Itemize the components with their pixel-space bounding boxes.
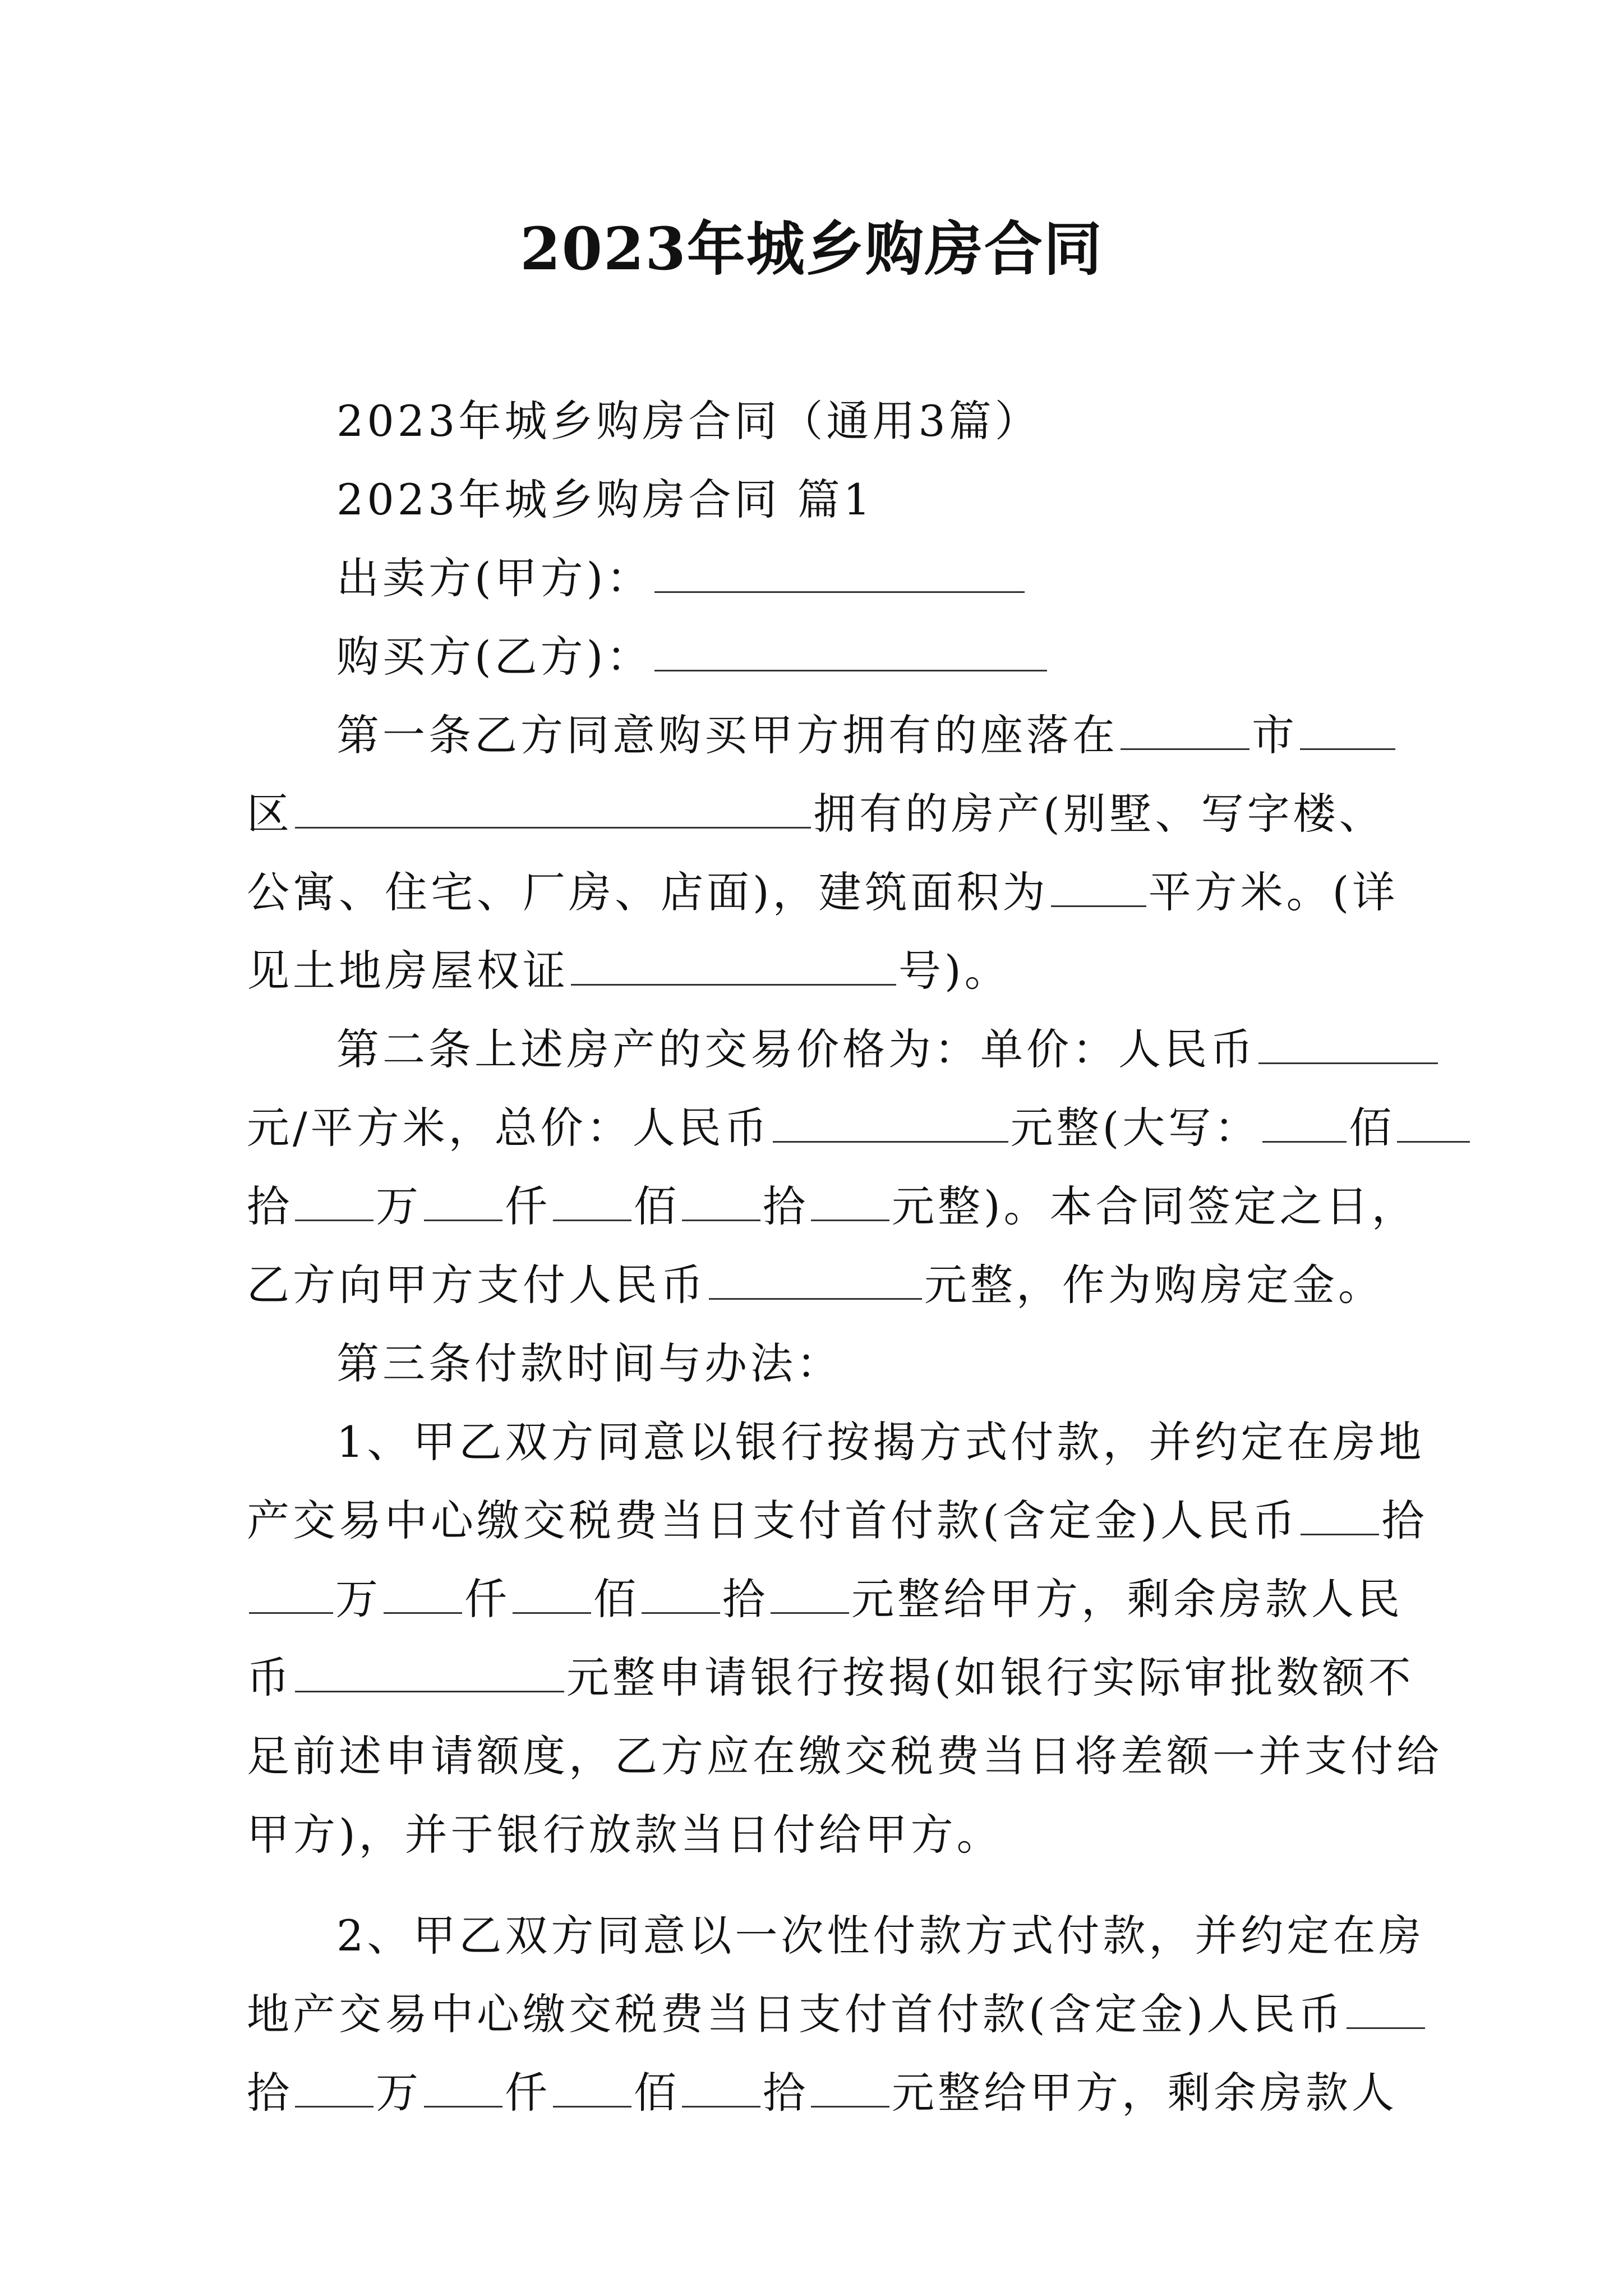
clause2-text-c: 元整给甲方，剩余房款人 <box>892 2068 1398 2118</box>
article1-text-g: 见土地房屋权证 <box>247 946 569 996</box>
article1-line4 <box>247 937 1011 998</box>
article1-text-h: 号)。 <box>898 946 1011 996</box>
unit-wan-c: 万 <box>376 2068 422 2118</box>
document-title: 2023年城乡购房合同 <box>520 214 1103 283</box>
clause1-line5 <box>247 1722 1442 1783</box>
article1-text-c: 区 <box>247 789 293 839</box>
unit-bai-b: 佰 <box>593 1574 639 1624</box>
tens-blank-a[interactable] <box>1397 1107 1470 1143</box>
article3-heading-text: 第三条付款时间与办法： <box>336 1338 842 1388</box>
clause1-blank-yuan[interactable] <box>771 1579 849 1614</box>
clause1-line6 <box>247 1801 1003 1862</box>
section-heading-line <box>336 466 874 527</box>
article2-text-b: 元/平方米，总价：人民币 <box>247 1103 771 1153</box>
buyer-label: 购买方(乙方)： <box>336 632 653 682</box>
clause1-text-g: 甲方)，并于银行放款当日付给甲方。 <box>247 1810 1003 1860</box>
article1-text-a: 第一条乙方同意购买甲方拥有的座落在 <box>336 710 1118 760</box>
clause2-blank-yuan[interactable] <box>811 2072 889 2108</box>
section-heading-text: 2023年城乡购房合同 篇1 <box>336 475 874 524</box>
total-price-blank[interactable] <box>773 1107 1008 1143</box>
clause1-blank-wan[interactable] <box>249 1579 333 1614</box>
article2-text-c: 元整(大写： <box>1010 1103 1261 1153</box>
unit-shi-e: 拾 <box>247 2068 293 2118</box>
clause2-line3 <box>247 2059 1398 2120</box>
unit-shi-b: 拾 <box>763 1181 809 1231</box>
clause1-text-f: 足前述申请额度，乙方应在缴交税费当日将差额一并支付给 <box>247 1731 1442 1781</box>
clause1-blank-qian[interactable] <box>384 1579 462 1614</box>
article2-text-f: 乙方向甲方支付人民币 <box>247 1260 707 1310</box>
article1-text-e: 公寓、住宅、厂房、店面)，建筑面积为 <box>247 867 1049 917</box>
article1-text-d: 拥有的房产(别墅、写字楼、 <box>813 789 1385 839</box>
blank-shi-a[interactable] <box>682 1186 760 1221</box>
clause2-text-b: 地产交易中心缴交税费当日支付首付款(含定金)人民币 <box>247 1989 1345 2039</box>
hundreds-blank-a[interactable] <box>1262 1107 1347 1143</box>
clause1-text-e: 元整申请银行按揭(如银行实际审批数额不 <box>566 1653 1414 1703</box>
deposit-blank[interactable] <box>709 1264 922 1300</box>
unit-qian-a: 仟 <box>505 1181 551 1231</box>
clause1-line2 <box>247 1487 1427 1548</box>
clause1-line4 <box>247 1644 1414 1705</box>
unit-price-blank[interactable] <box>1258 1029 1438 1064</box>
clause2-text-a: 2、甲乙双方同意以一次性付款方式付款，并约定在房 <box>336 1911 1425 1961</box>
article2-text-a: 第二条上述房产的交易价格为：单价：人民币 <box>336 1024 1256 1074</box>
clause1-line1 <box>336 1408 1424 1469</box>
district-blank-a[interactable] <box>1300 715 1395 750</box>
blank-qian-a[interactable] <box>424 1186 502 1221</box>
clause1-blank-shi-wan[interactable] <box>1301 1500 1379 1535</box>
unit-qian-c: 仟 <box>505 2068 551 2118</box>
area-blank[interactable] <box>1051 872 1146 907</box>
article2-line2 <box>247 1094 1472 1155</box>
clause1-line3 <box>247 1565 1403 1626</box>
clause2-blank-shi-wan[interactable] <box>1347 1994 1425 2029</box>
clause1-blank-shi[interactable] <box>642 1579 720 1614</box>
certificate-blank[interactable] <box>571 950 896 986</box>
city-blank[interactable] <box>1121 715 1249 750</box>
subtitle-line <box>336 387 1041 448</box>
clause1-blank-bai[interactable] <box>513 1579 591 1614</box>
article2-text-e: 元整)。本合同签定之日， <box>892 1181 1418 1231</box>
clause1-text-d: 币 <box>247 1653 293 1703</box>
seller-line <box>336 544 1027 605</box>
buyer-line <box>336 623 1049 684</box>
article1-line1 <box>336 701 1398 762</box>
seller-blank[interactable] <box>654 558 1025 593</box>
unit-wan-a: 万 <box>376 1181 422 1231</box>
blank-yuan-a[interactable] <box>811 1186 889 1221</box>
clause2-blank-shi[interactable] <box>682 2072 760 2108</box>
unit-shi-c: 拾 <box>1381 1496 1428 1545</box>
clause1-text-a: 1、甲乙双方同意以银行按揭方式付款，并约定在房地 <box>336 1417 1425 1467</box>
blank-bai-a[interactable] <box>553 1186 631 1221</box>
unit-qian-b: 仟 <box>464 1574 510 1624</box>
buyer-blank[interactable] <box>654 636 1047 671</box>
clause2-blank-bai[interactable] <box>553 2072 631 2108</box>
blank-wan-a[interactable] <box>295 1186 374 1221</box>
article3-heading <box>336 1329 842 1391</box>
district-blank-b[interactable] <box>295 793 811 829</box>
article2-line4 <box>247 1251 1384 1312</box>
article2-line3 <box>247 1172 1418 1234</box>
clause1-text-b: 产交易中心缴交税费当日支付首付款(含定金)人民币 <box>247 1496 1299 1545</box>
article1-line3 <box>247 858 1398 919</box>
unit-shi-d: 拾 <box>722 1574 768 1624</box>
clause2-blank-qian[interactable] <box>424 2072 502 2108</box>
seller-label: 出卖方(甲方)： <box>336 553 653 603</box>
article1-text-f: 平方米。(详 <box>1148 867 1399 917</box>
unit-shi-a: 拾 <box>247 1181 293 1231</box>
article2-text-d: 佰 <box>1349 1103 1395 1153</box>
unit-shi-f: 拾 <box>763 2068 809 2118</box>
unit-bai-a: 佰 <box>634 1181 680 1231</box>
unit-bai-c: 佰 <box>634 2068 680 2118</box>
clause2-blank-wan[interactable] <box>295 2072 374 2108</box>
clause2-line1 <box>336 1902 1424 1963</box>
article2-line1 <box>336 1015 1440 1076</box>
article1-text-b: 市 <box>1252 710 1298 760</box>
article2-text-g: 元整，作为购房定金。 <box>924 1260 1384 1310</box>
clause2-line2 <box>247 1980 1427 2041</box>
subtitle-text: 2023年城乡购房合同（通用3篇） <box>336 396 1041 446</box>
article1-line2 <box>247 780 1385 841</box>
loan-amount-blank[interactable] <box>295 1657 564 1692</box>
clause1-text-c: 元整给甲方，剩余房款人民 <box>851 1574 1403 1624</box>
unit-wan-b: 万 <box>335 1574 381 1624</box>
